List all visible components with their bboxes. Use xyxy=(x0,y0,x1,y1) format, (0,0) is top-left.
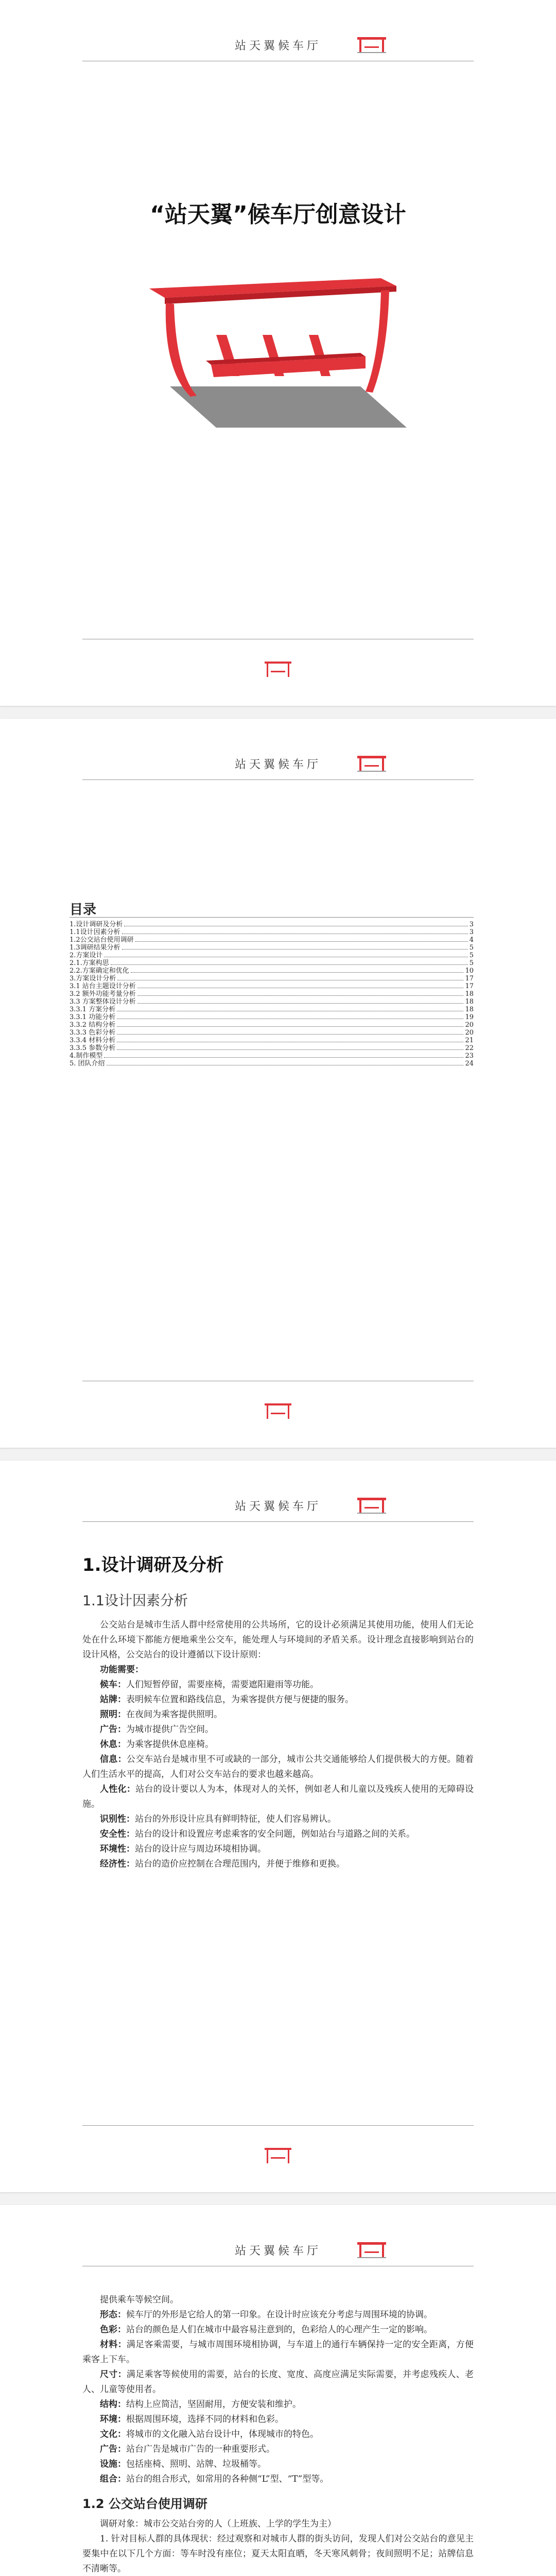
page-footer xyxy=(0,639,556,701)
paragraph-lead: 安全性： xyxy=(100,1829,135,1839)
toc-entry[interactable] xyxy=(70,1044,474,1052)
paragraph-text: 站台的设计应与周边环境相协调。 xyxy=(135,1844,266,1854)
shelter-shadow xyxy=(170,386,407,428)
table-of-contents xyxy=(70,921,474,1067)
toc-entry-page: 5 xyxy=(469,952,474,959)
paragraph xyxy=(82,2532,474,2576)
section-heading: 1.设计调研及分析 xyxy=(82,1555,224,1575)
paragraph xyxy=(82,2337,474,2367)
paragraph xyxy=(82,1782,474,1812)
paragraph-lead: 结构： xyxy=(100,2399,126,2410)
paragraph-lead: 功能需要： xyxy=(100,1665,144,1675)
paragraph xyxy=(82,1677,474,1692)
toc-entry[interactable] xyxy=(70,936,474,944)
toc-entry-page: 22 xyxy=(465,1044,474,1052)
toc-title: 目录 xyxy=(70,902,97,918)
shelter-logo-icon xyxy=(355,34,388,55)
paragraph xyxy=(82,2412,474,2427)
page-header xyxy=(0,0,556,72)
toc-entry-title: 2.方案设计 xyxy=(70,952,103,959)
toc-leader xyxy=(131,972,464,973)
cover-title: “站天翼”候车厅创意设计 xyxy=(150,201,406,228)
paragraph-text: 为城市提供广告空间。 xyxy=(126,1724,214,1735)
toc-entry-title: 1.设计调研及分析 xyxy=(70,921,123,928)
paragraph-text: 站台的组合形式，如常用的各种侧“L”型、“T”型等。 xyxy=(126,2474,329,2484)
paragraph-text: 站台的设计要以人为本，体现对人的关怀，例如老人和儿童以及残疾人使用的无障碍设施。 xyxy=(82,1784,474,1809)
paragraph xyxy=(82,1663,474,1677)
page-footer xyxy=(0,1381,556,1443)
shelter-right-pillar xyxy=(366,290,389,393)
toc-entry[interactable] xyxy=(70,1037,474,1044)
toc-leader xyxy=(122,949,468,950)
subsection-heading: 1.2 公交站台使用调研 xyxy=(82,2497,207,2511)
paragraph-text: 在夜间为乘客提供照明。 xyxy=(126,1709,222,1720)
toc-entry[interactable] xyxy=(70,944,474,952)
paragraph-text: 表明候车位置和路线信息，为乘客提供方便与便捷的服务。 xyxy=(126,1694,354,1705)
page-header xyxy=(0,2205,556,2277)
paragraph xyxy=(82,2442,474,2457)
toc-entry[interactable] xyxy=(70,928,474,936)
toc-leader xyxy=(104,1057,463,1058)
page-mark-icon xyxy=(259,659,297,680)
toc-entry-title: 1.1设计因素分析 xyxy=(70,928,120,936)
paragraph-lead: 站牌： xyxy=(100,1694,126,1705)
paragraph-lead: 识别性： xyxy=(100,1814,135,1824)
paragraph-lead: 环境性： xyxy=(100,1844,135,1854)
toc-entry-title: 3.3 方案整体设计分析 xyxy=(70,998,136,1006)
cover-page xyxy=(0,0,556,706)
toc-entry-title: 3.3.2 结构分析 xyxy=(70,1021,116,1029)
toc-entry-page: 21 xyxy=(465,1037,474,1044)
paragraph xyxy=(82,1857,474,1872)
paragraph-lead: 候车： xyxy=(100,1680,126,1690)
toc-entry-page: 18 xyxy=(465,1006,474,1013)
paragraph-lead: 信息： xyxy=(100,1754,127,1765)
paragraph xyxy=(82,2517,474,2532)
paragraph-lead: 文化： xyxy=(100,2429,126,2439)
toc-leader xyxy=(137,995,464,996)
toc-entry[interactable] xyxy=(70,967,474,975)
paragraph xyxy=(82,2308,474,2323)
page-mark-icon xyxy=(259,1401,297,1422)
toc-entry[interactable] xyxy=(70,1013,474,1021)
shelter-logo-icon xyxy=(355,2239,388,2260)
paragraph xyxy=(82,1812,474,1827)
toc-entry[interactable] xyxy=(70,990,474,998)
toc-leader xyxy=(137,1003,464,1004)
toc-leader xyxy=(117,1034,463,1035)
toc-entry-page: 23 xyxy=(465,1052,474,1060)
toc-entry-title: 3.3.4 材料分析 xyxy=(70,1037,116,1044)
paragraph-lead: 尺寸： xyxy=(100,2369,127,2380)
paragraph xyxy=(82,2293,474,2308)
page-footer xyxy=(0,2125,556,2187)
toc-entry-title: 4.制作模型 xyxy=(70,1052,103,1060)
toc-entry-page: 24 xyxy=(465,1060,474,1067)
paragraph-lead: 色彩： xyxy=(100,2325,126,2335)
content-page-4 xyxy=(0,2205,556,2576)
paragraph-text: 为乘客提供休息座椅。 xyxy=(126,1739,214,1750)
toc-entry-page: 17 xyxy=(465,982,474,990)
toc-leader xyxy=(135,941,468,942)
paragraph-lead: 设施： xyxy=(100,2459,126,2469)
toc-entry[interactable] xyxy=(70,1021,474,1029)
paragraph-text: 公交站台是城市生活人群中经常使用的公共场所，它的设计必须满足其使用功能，使用人们无论处在什么环境下都能方便地乘坐公交车，能处理人与环境间的矛盾关系。设计理念直接影响到站台的设计风格，公交站台的设计遵循以下设计原则： xyxy=(82,1620,474,1660)
paragraph xyxy=(82,1827,474,1842)
content-page-3 xyxy=(0,1461,556,2192)
paragraph-text: 站台广告是城市广告的一种重要形式。 xyxy=(126,2444,275,2454)
paragraph-text: 站台的外形设计应具有鲜明特征，使人们容易辨认。 xyxy=(135,1814,336,1824)
paragraph-lead: 照明： xyxy=(100,1709,126,1720)
toc-entry-title: 2.1.方案构思 xyxy=(70,959,109,967)
paragraph-text: 站台的设计和设置应考虑乘客的安全问题，例如站台与道路之间的关系。 xyxy=(135,1829,415,1839)
paragraph-text: 调研对象：城市公交站台旁的人（上班族、上学的学生为主） xyxy=(100,2519,336,2529)
paragraph-text: 提供乘车等候空间。 xyxy=(100,2295,179,2305)
toc-entry-page: 20 xyxy=(465,1021,474,1029)
paragraph-lead: 环境： xyxy=(100,2414,126,2425)
paragraph-text: 满足客乘需要，与城市周围环境相协调，与车道上的通行车辆保持一定的安全距离，方便乘客上下车。 xyxy=(82,2340,474,2365)
header-rule xyxy=(82,779,474,780)
paragraph-text: 站台的颜色是人们在城市中最容易注意到的，色彩给人的心理产生一定的影响。 xyxy=(126,2325,432,2335)
paragraph xyxy=(82,2397,474,2412)
toc-entry-title: 5. 团队介绍 xyxy=(70,1060,105,1067)
toc-entry-page: 18 xyxy=(465,990,474,998)
toc-entry[interactable] xyxy=(70,975,474,982)
toc-entry[interactable] xyxy=(70,1006,474,1013)
toc-entry-page: 4 xyxy=(469,936,474,944)
shelter-logo-icon xyxy=(355,753,388,773)
header-text: 站天翼候车厅 xyxy=(234,1500,321,1513)
toc-entry-page: 5 xyxy=(469,944,474,952)
paragraph-text: 1. 针对目标人群的具体现状：经过观察和对城市人群的街头访问，发现人们对公交站台的意见主要集中在以下几个方面：等车时没有座位；夏天太阳直晒，冬天寒风刺骨；夜间照明不足；站牌信息不清晰等。 xyxy=(82,2534,474,2574)
paragraph xyxy=(82,1618,474,1663)
paragraph-text: 站台的造价应控制在合理范围内，并便于维修和更换。 xyxy=(135,1859,345,1869)
page-header xyxy=(0,719,556,791)
toc-entry-title: 1.3调研结果分析 xyxy=(70,944,120,952)
paragraph xyxy=(82,1692,474,1707)
header-text: 站天翼候车厅 xyxy=(234,40,321,53)
toc-entry-title: 3.1 站台主题设计分析 xyxy=(70,982,136,990)
toc-entry-page: 10 xyxy=(465,967,474,975)
header-text: 站天翼候车厅 xyxy=(234,2245,321,2258)
paragraph-text: 结构上应简洁，坚固耐用，方便安装和维护。 xyxy=(126,2399,301,2410)
body-text xyxy=(82,2293,474,2487)
toc-entry-page: 3 xyxy=(469,921,474,928)
toc-entry-title: 3.3.1 功能分析 xyxy=(70,1013,116,1021)
toc-entry-title: 3.3.3 色彩分析 xyxy=(70,1029,116,1037)
body-text xyxy=(82,1618,474,1872)
subsection-heading: 1.1设计因素分析 xyxy=(82,1593,188,1609)
toc-entry-title: 3.2 额外功能考量分析 xyxy=(70,990,136,998)
toc-leader xyxy=(111,964,468,965)
paragraph-lead: 休息： xyxy=(100,1739,126,1750)
toc-entry[interactable] xyxy=(70,982,474,990)
toc-entry[interactable] xyxy=(70,1052,474,1060)
toc-page xyxy=(0,719,556,1448)
toc-entry-page: 19 xyxy=(465,1013,474,1021)
toc-entry-page: 18 xyxy=(465,998,474,1006)
paragraph xyxy=(82,1707,474,1722)
paragraph-text: 公交车站台是城市里不可或缺的一部分，城市公共交通能够给人们提供极大的方便。随着人们生活水平的提高，人们对公交车站台的要求也越来越高。 xyxy=(82,1754,474,1780)
paragraph xyxy=(82,1722,474,1737)
paragraph xyxy=(82,2427,474,2442)
paragraph-lead: 材料： xyxy=(100,2340,127,2350)
paragraph xyxy=(82,1752,474,1782)
page-header xyxy=(0,1461,556,1533)
page-mark-icon xyxy=(259,2146,297,2166)
paragraph-lead: 广告： xyxy=(100,1724,126,1735)
toc-entry[interactable] xyxy=(70,1060,474,1067)
paragraph xyxy=(82,1737,474,1752)
toc-entry-title: 3.3.1 方案分析 xyxy=(70,1006,116,1013)
toc-entry-title: 1.2公交站台使用调研 xyxy=(70,936,134,944)
paragraph xyxy=(82,2323,474,2337)
paragraph xyxy=(82,2472,474,2487)
toc-entry[interactable] xyxy=(70,998,474,1006)
toc-leader xyxy=(117,1026,463,1027)
toc-entry-page: 17 xyxy=(465,975,474,982)
paragraph-lead: 形态： xyxy=(100,2310,126,2320)
paragraph-text: 包括座椅、照明、站牌、垃圾桶等。 xyxy=(126,2459,266,2469)
header-text: 站天翼候车厅 xyxy=(234,758,321,771)
paragraph-text: 根据周围环境，选择不同的材料和色彩。 xyxy=(126,2414,284,2425)
paragraph-text: 候车厅的外形是它给人的第一印象。在设计时应该充分考虑与周围环境的协调。 xyxy=(126,2310,432,2320)
paragraph-text: 满足乘客等候使用的需要，站台的长度、宽度、高度应满足实际需要，并考虑残疾人、老人、儿童等使用者。 xyxy=(82,2369,474,2395)
body-text xyxy=(82,2517,474,2576)
paragraph-lead: 人性化： xyxy=(100,1784,136,1794)
toc-leader xyxy=(117,1049,463,1050)
paragraph xyxy=(82,1842,474,1857)
paragraph-text: 人们短暂停留，需要座椅，需要遮阳避雨等功能。 xyxy=(126,1680,319,1690)
paragraph-lead: 广告： xyxy=(100,2444,126,2454)
toc-entry-title: 3.方案设计分析 xyxy=(70,975,116,982)
toc-entry-page: 20 xyxy=(465,1029,474,1037)
shelter-render-image xyxy=(139,258,427,433)
shelter-logo-icon xyxy=(355,1495,388,1515)
toc-entry-title: 3.3.5 参数分析 xyxy=(70,1044,116,1052)
toc-entry-page: 3 xyxy=(469,928,474,936)
paragraph-text: 将城市的文化融入站台设计中，体现城市的特色。 xyxy=(126,2429,319,2439)
toc-entry[interactable] xyxy=(70,959,474,967)
paragraph xyxy=(82,2457,474,2472)
header-rule xyxy=(82,1521,474,1522)
toc-entry-page: 5 xyxy=(469,959,474,967)
toc-entry-title: 2.2.方案确定和优化 xyxy=(70,967,129,975)
toc-entry[interactable] xyxy=(70,952,474,959)
paragraph-lead: 组合： xyxy=(100,2474,126,2484)
toc-entry[interactable] xyxy=(70,921,474,928)
toc-entry[interactable] xyxy=(70,1029,474,1037)
paragraph xyxy=(82,2367,474,2397)
shelter-left-pillar xyxy=(166,303,197,397)
paragraph-lead: 经济性： xyxy=(100,1859,135,1869)
